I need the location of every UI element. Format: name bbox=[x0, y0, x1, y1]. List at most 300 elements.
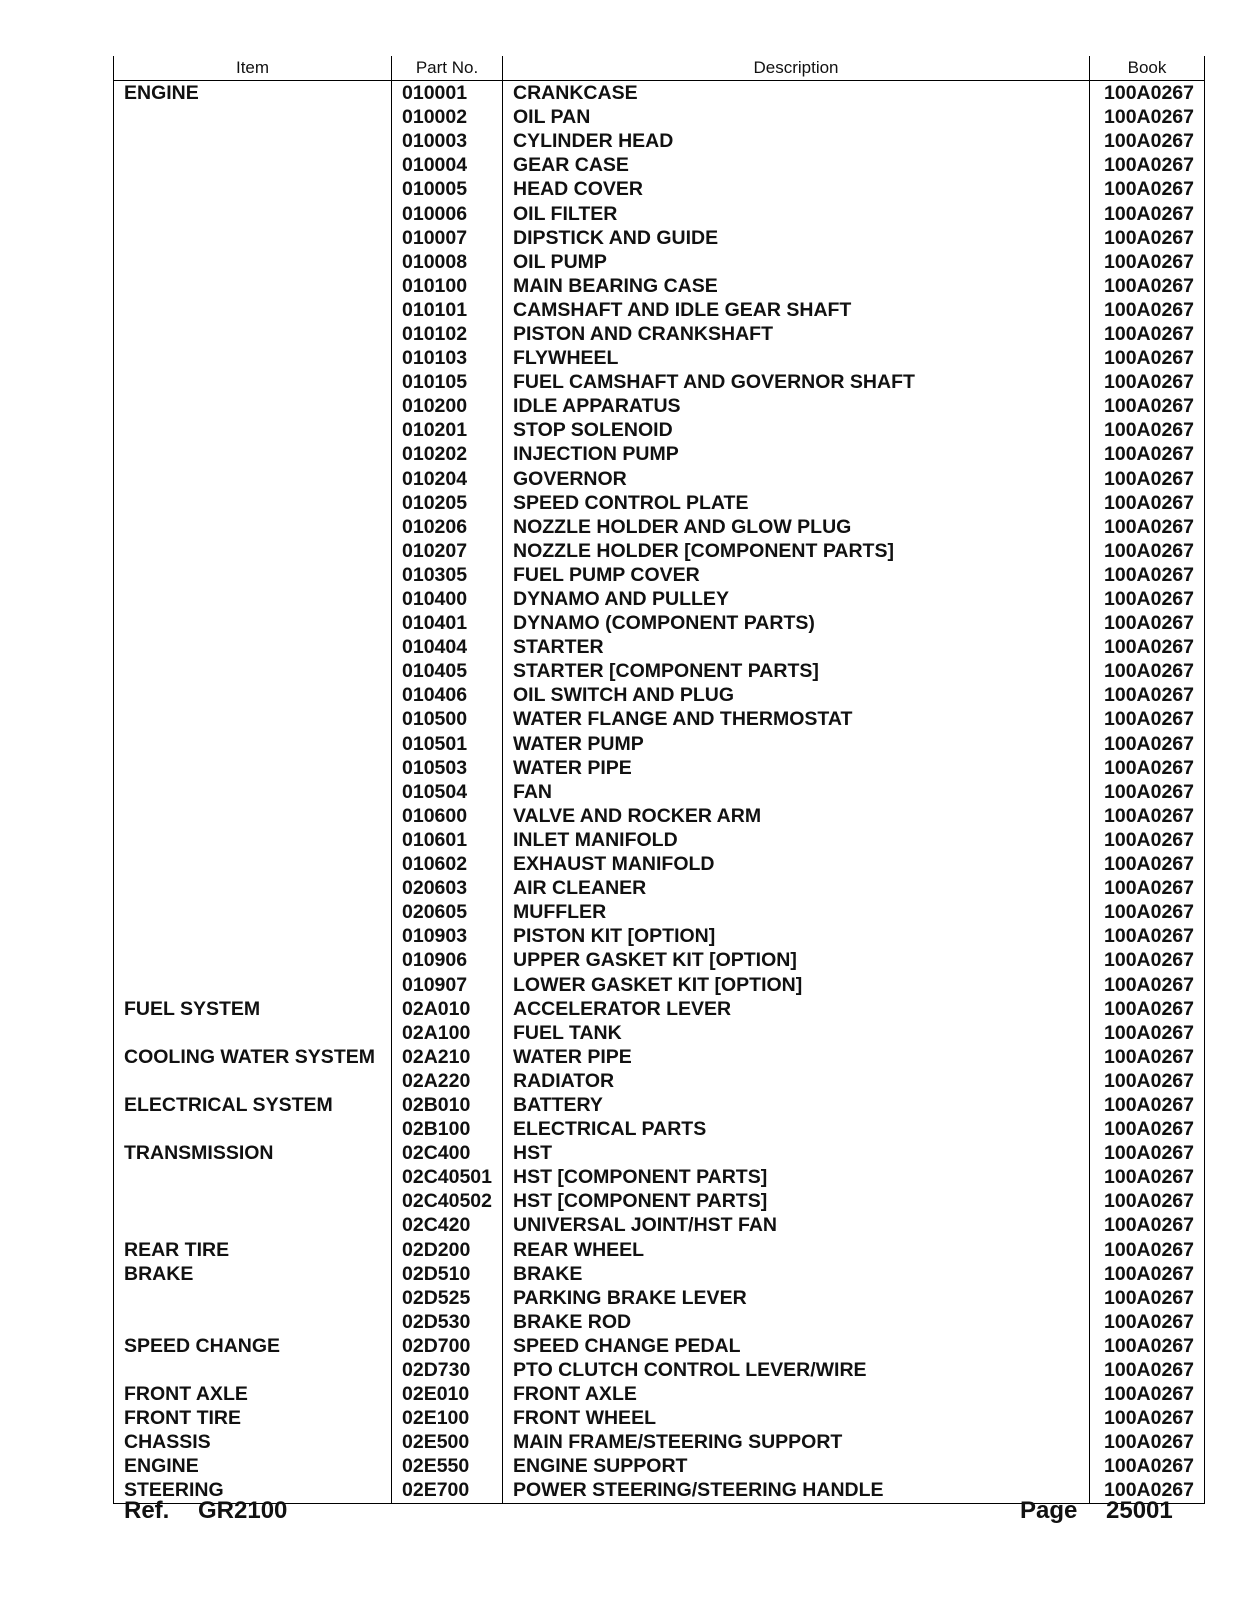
item-cell: ENGINE bbox=[114, 1454, 392, 1478]
book-cell: 100A0267 bbox=[1090, 129, 1205, 153]
part-number-cell: 010101 bbox=[392, 298, 503, 322]
part-number-cell: 02C40502 bbox=[392, 1189, 503, 1213]
part-number-cell: 010105 bbox=[392, 370, 503, 394]
item-cell bbox=[114, 732, 392, 756]
description-cell: CAMSHAFT AND IDLE GEAR SHAFT bbox=[503, 298, 1090, 322]
item-cell bbox=[114, 298, 392, 322]
book-cell: 100A0267 bbox=[1090, 1117, 1205, 1141]
item-cell bbox=[114, 948, 392, 972]
part-number-cell: 010207 bbox=[392, 539, 503, 563]
description-cell: BRAKE ROD bbox=[503, 1310, 1090, 1334]
part-number-cell: 010906 bbox=[392, 948, 503, 972]
item-cell bbox=[114, 539, 392, 563]
part-number-cell: 02A210 bbox=[392, 1045, 503, 1069]
book-cell: 100A0267 bbox=[1090, 1382, 1205, 1406]
item-cell bbox=[114, 804, 392, 828]
item-cell bbox=[114, 1117, 392, 1141]
part-number-cell: 02E550 bbox=[392, 1454, 503, 1478]
item-cell: FRONT AXLE bbox=[114, 1382, 392, 1406]
item-cell bbox=[114, 659, 392, 683]
table-row bbox=[114, 1069, 1205, 1093]
part-number-cell: 010204 bbox=[392, 467, 503, 491]
description-cell: STARTER [COMPONENT PARTS] bbox=[503, 659, 1090, 683]
table-row bbox=[114, 900, 1205, 924]
description-cell: FUEL CAMSHAFT AND GOVERNOR SHAFT bbox=[503, 370, 1090, 394]
table-row bbox=[114, 105, 1205, 129]
description-cell: STOP SOLENOID bbox=[503, 418, 1090, 442]
description-cell: ELECTRICAL PARTS bbox=[503, 1117, 1090, 1141]
description-cell: NOZZLE HOLDER AND GLOW PLUG bbox=[503, 515, 1090, 539]
part-number-cell: 010600 bbox=[392, 804, 503, 828]
book-cell: 100A0267 bbox=[1090, 539, 1205, 563]
table-row bbox=[114, 177, 1205, 201]
item-cell bbox=[114, 828, 392, 852]
part-number-cell: 010200 bbox=[392, 394, 503, 418]
table-row bbox=[114, 683, 1205, 707]
description-cell: IDLE APPARATUS bbox=[503, 394, 1090, 418]
part-number-cell: 02B010 bbox=[392, 1093, 503, 1117]
book-cell: 100A0267 bbox=[1090, 1213, 1205, 1237]
table-row bbox=[114, 1238, 1205, 1262]
description-cell: SPEED CHANGE PEDAL bbox=[503, 1334, 1090, 1358]
item-cell bbox=[114, 900, 392, 924]
book-cell: 100A0267 bbox=[1090, 587, 1205, 611]
part-number-cell: 010004 bbox=[392, 153, 503, 177]
item-cell bbox=[114, 226, 392, 250]
item-cell: FRONT TIRE bbox=[114, 1406, 392, 1430]
table-row bbox=[114, 515, 1205, 539]
part-number-cell: 010206 bbox=[392, 515, 503, 539]
table-row bbox=[114, 972, 1205, 996]
table-row bbox=[114, 707, 1205, 731]
book-cell: 100A0267 bbox=[1090, 1069, 1205, 1093]
header-row bbox=[114, 56, 1205, 81]
table-row bbox=[114, 322, 1205, 346]
description-cell: UNIVERSAL JOINT/HST FAN bbox=[503, 1213, 1090, 1237]
book-cell: 100A0267 bbox=[1090, 804, 1205, 828]
table-row bbox=[114, 1358, 1205, 1382]
part-number-cell: 010205 bbox=[392, 491, 503, 515]
item-cell bbox=[114, 491, 392, 515]
table-row bbox=[114, 129, 1205, 153]
table-row bbox=[114, 1286, 1205, 1310]
description-cell: MAIN FRAME/STEERING SUPPORT bbox=[503, 1430, 1090, 1454]
item-cell bbox=[114, 1069, 392, 1093]
book-cell: 100A0267 bbox=[1090, 1406, 1205, 1430]
part-number-cell: 010500 bbox=[392, 707, 503, 731]
part-number-cell: 02D525 bbox=[392, 1286, 503, 1310]
book-cell: 100A0267 bbox=[1090, 683, 1205, 707]
table-row bbox=[114, 587, 1205, 611]
item-cell: STEERING bbox=[114, 1478, 392, 1503]
book-cell: 100A0267 bbox=[1090, 1021, 1205, 1045]
item-cell bbox=[114, 346, 392, 370]
book-cell: 100A0267 bbox=[1090, 81, 1205, 106]
table-row bbox=[114, 1117, 1205, 1141]
table-row bbox=[114, 948, 1205, 972]
description-cell: DYNAMO (COMPONENT PARTS) bbox=[503, 611, 1090, 635]
table-row bbox=[114, 1382, 1205, 1406]
item-cell: COOLING WATER SYSTEM bbox=[114, 1045, 392, 1069]
item-cell: BRAKE bbox=[114, 1262, 392, 1286]
table-row bbox=[114, 804, 1205, 828]
part-number-cell: 010003 bbox=[392, 129, 503, 153]
book-cell: 100A0267 bbox=[1090, 635, 1205, 659]
table-row bbox=[114, 418, 1205, 442]
part-number-cell: 010102 bbox=[392, 322, 503, 346]
book-cell: 100A0267 bbox=[1090, 153, 1205, 177]
table-row bbox=[114, 876, 1205, 900]
part-number-cell: 010405 bbox=[392, 659, 503, 683]
book-cell: 100A0267 bbox=[1090, 491, 1205, 515]
part-number-cell: 010201 bbox=[392, 418, 503, 442]
description-cell: WATER PIPE bbox=[503, 756, 1090, 780]
table-row bbox=[114, 1262, 1205, 1286]
part-number-cell: 010008 bbox=[392, 250, 503, 274]
book-cell: 100A0267 bbox=[1090, 997, 1205, 1021]
description-cell: OIL PUMP bbox=[503, 250, 1090, 274]
book-cell: 100A0267 bbox=[1090, 1141, 1205, 1165]
table-row bbox=[114, 467, 1205, 491]
description-cell: PTO CLUTCH CONTROL LEVER/WIRE bbox=[503, 1358, 1090, 1382]
book-cell: 100A0267 bbox=[1090, 852, 1205, 876]
part-number-cell: 010202 bbox=[392, 442, 503, 466]
part-number-cell: 02A010 bbox=[392, 997, 503, 1021]
part-number-cell: 010103 bbox=[392, 346, 503, 370]
part-number-cell: 02D510 bbox=[392, 1262, 503, 1286]
part-number-cell: 02C420 bbox=[392, 1213, 503, 1237]
part-number-cell: 02C40501 bbox=[392, 1165, 503, 1189]
part-number-cell: 010602 bbox=[392, 852, 503, 876]
description-cell: DYNAMO AND PULLEY bbox=[503, 587, 1090, 611]
table-row bbox=[114, 924, 1205, 948]
table-row bbox=[114, 635, 1205, 659]
table-row bbox=[114, 1430, 1205, 1454]
table-row bbox=[114, 563, 1205, 587]
book-cell: 100A0267 bbox=[1090, 1093, 1205, 1117]
table-row bbox=[114, 201, 1205, 225]
table-row bbox=[114, 298, 1205, 322]
part-number-cell: 02D530 bbox=[392, 1310, 503, 1334]
item-cell bbox=[114, 1213, 392, 1237]
item-cell bbox=[114, 924, 392, 948]
description-cell: PARKING BRAKE LEVER bbox=[503, 1286, 1090, 1310]
table-row bbox=[114, 997, 1205, 1021]
table-row bbox=[114, 732, 1205, 756]
part-number-cell: 010001 bbox=[392, 81, 503, 106]
table-row bbox=[114, 491, 1205, 515]
part-number-cell: 010503 bbox=[392, 756, 503, 780]
item-cell bbox=[114, 1165, 392, 1189]
book-cell: 100A0267 bbox=[1090, 467, 1205, 491]
part-number-cell: 010903 bbox=[392, 924, 503, 948]
description-cell: VALVE AND ROCKER ARM bbox=[503, 804, 1090, 828]
part-number-cell: 02C400 bbox=[392, 1141, 503, 1165]
part-number-cell: 010601 bbox=[392, 828, 503, 852]
description-cell: LOWER GASKET KIT [OPTION] bbox=[503, 972, 1090, 996]
description-cell: FRONT WHEEL bbox=[503, 1406, 1090, 1430]
book-cell: 100A0267 bbox=[1090, 611, 1205, 635]
description-cell: HEAD COVER bbox=[503, 177, 1090, 201]
header-book: Book bbox=[1090, 56, 1205, 81]
book-cell: 100A0267 bbox=[1090, 924, 1205, 948]
description-cell: FAN bbox=[503, 780, 1090, 804]
book-cell: 100A0267 bbox=[1090, 659, 1205, 683]
book-cell: 100A0267 bbox=[1090, 346, 1205, 370]
book-cell: 100A0267 bbox=[1090, 1165, 1205, 1189]
item-cell bbox=[114, 587, 392, 611]
book-cell: 100A0267 bbox=[1090, 250, 1205, 274]
item-cell: FUEL SYSTEM bbox=[114, 997, 392, 1021]
table-row bbox=[114, 611, 1205, 635]
item-cell bbox=[114, 105, 392, 129]
part-number-cell: 02B100 bbox=[392, 1117, 503, 1141]
book-cell: 100A0267 bbox=[1090, 876, 1205, 900]
description-cell: NOZZLE HOLDER [COMPONENT PARTS] bbox=[503, 539, 1090, 563]
description-cell: FUEL TANK bbox=[503, 1021, 1090, 1045]
book-cell: 100A0267 bbox=[1090, 105, 1205, 129]
description-cell: FLYWHEEL bbox=[503, 346, 1090, 370]
book-cell: 100A0267 bbox=[1090, 1286, 1205, 1310]
part-number-cell: 02D730 bbox=[392, 1358, 503, 1382]
book-cell: 100A0267 bbox=[1090, 1189, 1205, 1213]
description-cell: AIR CLEANER bbox=[503, 876, 1090, 900]
item-cell bbox=[114, 1310, 392, 1334]
item-cell bbox=[114, 515, 392, 539]
part-number-cell: 020605 bbox=[392, 900, 503, 924]
part-number-cell: 010100 bbox=[392, 274, 503, 298]
book-cell: 100A0267 bbox=[1090, 828, 1205, 852]
table-row bbox=[114, 1213, 1205, 1237]
item-cell bbox=[114, 129, 392, 153]
table-row bbox=[114, 1406, 1205, 1430]
book-cell: 100A0267 bbox=[1090, 780, 1205, 804]
book-cell: 100A0267 bbox=[1090, 1478, 1205, 1503]
description-cell: OIL PAN bbox=[503, 105, 1090, 129]
part-number-cell: 010006 bbox=[392, 201, 503, 225]
part-number-cell: 010305 bbox=[392, 563, 503, 587]
table-row bbox=[114, 1045, 1205, 1069]
book-cell: 100A0267 bbox=[1090, 442, 1205, 466]
table-row bbox=[114, 852, 1205, 876]
description-cell: UPPER GASKET KIT [OPTION] bbox=[503, 948, 1090, 972]
book-cell: 100A0267 bbox=[1090, 972, 1205, 996]
table-row bbox=[114, 1334, 1205, 1358]
description-cell: HST [COMPONENT PARTS] bbox=[503, 1165, 1090, 1189]
item-cell bbox=[114, 1286, 392, 1310]
description-cell: FRONT AXLE bbox=[503, 1382, 1090, 1406]
item-cell: ELECTRICAL SYSTEM bbox=[114, 1093, 392, 1117]
description-cell: MUFFLER bbox=[503, 900, 1090, 924]
description-cell: BATTERY bbox=[503, 1093, 1090, 1117]
table-row bbox=[114, 274, 1205, 298]
part-number-cell: 010400 bbox=[392, 587, 503, 611]
table-row bbox=[114, 539, 1205, 563]
item-cell bbox=[114, 756, 392, 780]
page-label: Page bbox=[1020, 1497, 1078, 1524]
part-number-cell: 010907 bbox=[392, 972, 503, 996]
book-cell: 100A0267 bbox=[1090, 177, 1205, 201]
table-row bbox=[114, 226, 1205, 250]
table-row bbox=[114, 1021, 1205, 1045]
item-cell: CHASSIS bbox=[114, 1430, 392, 1454]
description-cell: GEAR CASE bbox=[503, 153, 1090, 177]
parts-table bbox=[113, 56, 1205, 1504]
item-cell bbox=[114, 250, 392, 274]
book-cell: 100A0267 bbox=[1090, 1358, 1205, 1382]
description-cell: INLET MANIFOLD bbox=[503, 828, 1090, 852]
book-cell: 100A0267 bbox=[1090, 1262, 1205, 1286]
description-cell: OIL FILTER bbox=[503, 201, 1090, 225]
description-cell: OIL SWITCH AND PLUG bbox=[503, 683, 1090, 707]
description-cell: PISTON AND CRANKSHAFT bbox=[503, 322, 1090, 346]
item-cell bbox=[114, 972, 392, 996]
table-row bbox=[114, 1189, 1205, 1213]
header-item: Item bbox=[114, 56, 392, 81]
item-cell: SPEED CHANGE bbox=[114, 1334, 392, 1358]
item-cell bbox=[114, 563, 392, 587]
item-cell bbox=[114, 611, 392, 635]
book-cell: 100A0267 bbox=[1090, 1430, 1205, 1454]
part-number-cell: 02A220 bbox=[392, 1069, 503, 1093]
part-number-cell: 020603 bbox=[392, 876, 503, 900]
book-cell: 100A0267 bbox=[1090, 418, 1205, 442]
description-cell: STARTER bbox=[503, 635, 1090, 659]
description-cell: CYLINDER HEAD bbox=[503, 129, 1090, 153]
part-number-cell: 010406 bbox=[392, 683, 503, 707]
item-cell bbox=[114, 467, 392, 491]
book-cell: 100A0267 bbox=[1090, 201, 1205, 225]
book-cell: 100A0267 bbox=[1090, 394, 1205, 418]
item-cell: REAR TIRE bbox=[114, 1238, 392, 1262]
part-number-cell: 02A100 bbox=[392, 1021, 503, 1045]
description-cell: HST [COMPONENT PARTS] bbox=[503, 1189, 1090, 1213]
ref-value: GR2100 bbox=[198, 1497, 288, 1524]
book-cell: 100A0267 bbox=[1090, 1238, 1205, 1262]
description-cell: WATER FLANGE AND THERMOSTAT bbox=[503, 707, 1090, 731]
table-row bbox=[114, 442, 1205, 466]
description-cell: MAIN BEARING CASE bbox=[503, 274, 1090, 298]
book-cell: 100A0267 bbox=[1090, 1045, 1205, 1069]
item-cell bbox=[114, 707, 392, 731]
description-cell: REAR WHEEL bbox=[503, 1238, 1090, 1262]
item-cell: ENGINE bbox=[114, 81, 392, 106]
table-row bbox=[114, 153, 1205, 177]
item-cell bbox=[114, 394, 392, 418]
description-cell: ACCELERATOR LEVER bbox=[503, 997, 1090, 1021]
item-cell bbox=[114, 852, 392, 876]
book-cell: 100A0267 bbox=[1090, 322, 1205, 346]
description-cell: ENGINE SUPPORT bbox=[503, 1454, 1090, 1478]
item-cell bbox=[114, 683, 392, 707]
description-cell: FUEL PUMP COVER bbox=[503, 563, 1090, 587]
part-number-cell: 02E500 bbox=[392, 1430, 503, 1454]
item-cell: TRANSMISSION bbox=[114, 1141, 392, 1165]
part-number-cell: 010404 bbox=[392, 635, 503, 659]
part-number-cell: 02E700 bbox=[392, 1478, 503, 1503]
item-cell bbox=[114, 201, 392, 225]
header-description: Description bbox=[503, 56, 1090, 81]
item-cell bbox=[114, 876, 392, 900]
table-row bbox=[114, 780, 1205, 804]
description-cell: INJECTION PUMP bbox=[503, 442, 1090, 466]
table-row bbox=[114, 828, 1205, 852]
book-cell: 100A0267 bbox=[1090, 900, 1205, 924]
description-cell: DIPSTICK AND GUIDE bbox=[503, 226, 1090, 250]
book-cell: 100A0267 bbox=[1090, 707, 1205, 731]
table-row bbox=[114, 1093, 1205, 1117]
table-row bbox=[114, 1310, 1205, 1334]
description-cell: GOVERNOR bbox=[503, 467, 1090, 491]
item-cell bbox=[114, 418, 392, 442]
book-cell: 100A0267 bbox=[1090, 756, 1205, 780]
description-cell: WATER PIPE bbox=[503, 1045, 1090, 1069]
book-cell: 100A0267 bbox=[1090, 226, 1205, 250]
description-cell: POWER STEERING/STEERING HANDLE bbox=[503, 1478, 1090, 1503]
book-cell: 100A0267 bbox=[1090, 563, 1205, 587]
table-row bbox=[114, 659, 1205, 683]
description-cell: CRANKCASE bbox=[503, 81, 1090, 106]
book-cell: 100A0267 bbox=[1090, 298, 1205, 322]
part-number-cell: 010401 bbox=[392, 611, 503, 635]
description-cell: SPEED CONTROL PLATE bbox=[503, 491, 1090, 515]
book-cell: 100A0267 bbox=[1090, 515, 1205, 539]
item-cell bbox=[114, 1358, 392, 1382]
item-cell bbox=[114, 370, 392, 394]
table-row bbox=[114, 1454, 1205, 1478]
part-number-cell: 02D700 bbox=[392, 1334, 503, 1358]
part-number-cell: 02E100 bbox=[392, 1406, 503, 1430]
ref-label: Ref. bbox=[124, 1497, 170, 1524]
part-number-cell: 010002 bbox=[392, 105, 503, 129]
item-cell bbox=[114, 274, 392, 298]
description-cell: BRAKE bbox=[503, 1262, 1090, 1286]
part-number-cell: 02D200 bbox=[392, 1238, 503, 1262]
description-cell: HST bbox=[503, 1141, 1090, 1165]
item-cell bbox=[114, 177, 392, 201]
item-cell bbox=[114, 780, 392, 804]
table-row bbox=[114, 81, 1205, 106]
description-cell: EXHAUST MANIFOLD bbox=[503, 852, 1090, 876]
description-cell: RADIATOR bbox=[503, 1069, 1090, 1093]
part-number-cell: 010501 bbox=[392, 732, 503, 756]
book-cell: 100A0267 bbox=[1090, 732, 1205, 756]
table-row bbox=[114, 1141, 1205, 1165]
part-number-cell: 02E010 bbox=[392, 1382, 503, 1406]
item-cell bbox=[114, 153, 392, 177]
header-part-no: Part No. bbox=[392, 56, 503, 81]
book-cell: 100A0267 bbox=[1090, 1310, 1205, 1334]
book-cell: 100A0267 bbox=[1090, 274, 1205, 298]
book-cell: 100A0267 bbox=[1090, 1454, 1205, 1478]
part-number-cell: 010007 bbox=[392, 226, 503, 250]
description-cell: WATER PUMP bbox=[503, 732, 1090, 756]
item-cell bbox=[114, 1021, 392, 1045]
item-cell bbox=[114, 442, 392, 466]
book-cell: 100A0267 bbox=[1090, 370, 1205, 394]
item-cell bbox=[114, 1189, 392, 1213]
table-row bbox=[114, 1165, 1205, 1189]
table-row bbox=[114, 394, 1205, 418]
book-cell: 100A0267 bbox=[1090, 1334, 1205, 1358]
table-row bbox=[114, 756, 1205, 780]
page-number: 25001 bbox=[1106, 1497, 1173, 1524]
part-number-cell: 010504 bbox=[392, 780, 503, 804]
part-number-cell: 010005 bbox=[392, 177, 503, 201]
description-cell: PISTON KIT [OPTION] bbox=[503, 924, 1090, 948]
item-cell bbox=[114, 635, 392, 659]
table-row bbox=[114, 346, 1205, 370]
